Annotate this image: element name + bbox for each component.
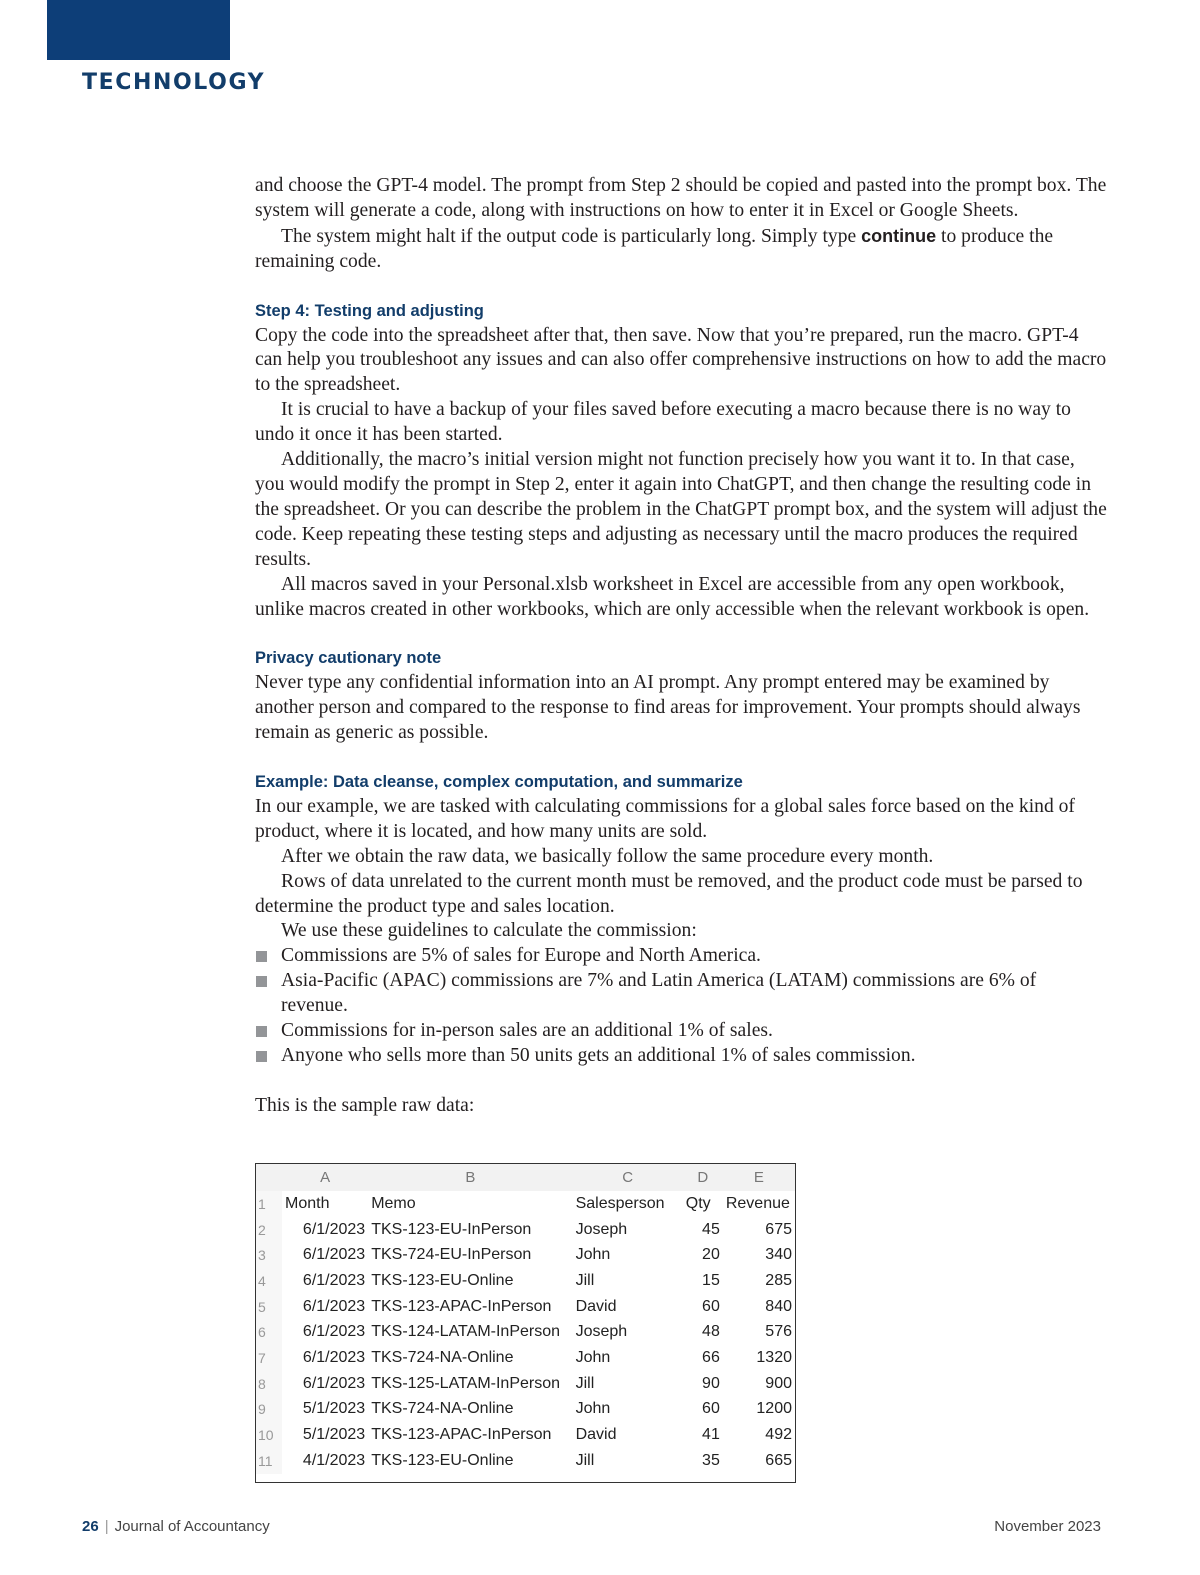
list-item: Asia-Pacific (APAC) commissions are 7% and Latin America (LATAM) commissions are 6% of revenue. [255, 969, 1107, 1019]
table-cell: 20 [702, 1246, 720, 1264]
table-cell: TKS-724-NA-Online [371, 1400, 514, 1418]
table-row [256, 1268, 795, 1294]
table-cell: TKS-123-EU-Online [371, 1271, 514, 1289]
table-row [256, 1294, 795, 1320]
section-label: TECHNOLOGY [82, 70, 266, 95]
row-number: 8 [256, 1371, 282, 1397]
table-cell: TKS-123-APAC-InPerson [371, 1426, 552, 1444]
table-cell: 15 [702, 1271, 720, 1289]
issue-date: November 2023 [994, 1518, 1101, 1535]
heading-step-4: Step 4: Testing and adjusting [255, 301, 484, 320]
column-header: Month [285, 1194, 330, 1212]
table-cell: 5/1/2023 [302, 1400, 366, 1418]
table-cell: 66 [702, 1348, 720, 1366]
paragraph: All macros saved in your Personal.xlsb worksheet in Excel are accessible from any open workbook, unlike macros created in other workbooks, which are only accessible when the relevant workbook is open. [255, 573, 1090, 620]
bullet-square-icon [256, 951, 267, 962]
table-cell: John [575, 1400, 611, 1418]
table-cell: TKS-123-APAC-InPerson [371, 1297, 552, 1315]
table-cell: TKS-724-EU-InPerson [371, 1246, 532, 1264]
table-cell: TKS-123-EU-Online [371, 1451, 514, 1469]
column-header: Salesperson [575, 1194, 665, 1212]
paragraph: This is the sample raw data: [255, 1094, 475, 1116]
row-number: 11 [256, 1448, 282, 1474]
table-row [256, 1397, 795, 1423]
paragraph: and choose the GPT-4 model. The prompt from Step 2 should be copied and pasted into the prompt box. The system will generate a code, along with instructions on how to enter it in Excel or Google Sheets. [255, 175, 1107, 221]
list-item: Commissions are 5% of sales for Europe and North America. [255, 944, 1107, 969]
table-cell: 48 [702, 1323, 720, 1341]
table-cell: 6/1/2023 [302, 1374, 366, 1392]
row-number: 1 [256, 1191, 282, 1217]
table-cell: 840 [765, 1297, 792, 1315]
table-cell: David [575, 1426, 617, 1444]
table-cell: TKS-125-LATAM-InPerson [371, 1374, 561, 1392]
table-cell: Jill [575, 1451, 595, 1469]
table-cell: 90 [702, 1374, 720, 1392]
row-number: 2 [256, 1217, 282, 1243]
commission-rules-list [255, 944, 1107, 1069]
paragraph: Never type any confidential information into an AI prompt. Any prompt entered may be examined by another person and compared to the response to find areas for improvement. Your prompts should always remain as generic as possible. [255, 672, 1081, 744]
table-row [256, 1422, 795, 1448]
row-number: 9 [256, 1397, 282, 1423]
table-cell: John [575, 1246, 611, 1264]
table-cell: TKS-124-LATAM-InPerson [371, 1323, 561, 1341]
table-cell: 576 [765, 1323, 792, 1341]
heading-example: Example: Data cleanse, complex computation, and summarize [255, 773, 743, 792]
column-letter: C [573, 1164, 683, 1191]
table-cell: 6/1/2023 [302, 1271, 366, 1289]
table-cell: 675 [765, 1220, 792, 1238]
footer-left [82, 1518, 270, 1535]
bullet-square-icon [256, 976, 267, 987]
footer-separator: | [104, 1518, 109, 1535]
table-cell: 6/1/2023 [302, 1297, 366, 1315]
paragraph-text: to produce the remaining code. [255, 225, 1054, 272]
column-letter-row [256, 1164, 795, 1191]
table-cell: 1200 [756, 1400, 792, 1418]
table-cell: 340 [765, 1246, 792, 1264]
row-number: 7 [256, 1345, 282, 1371]
bullet-square-icon [256, 1051, 267, 1062]
list-item: Commissions for in-person sales are an additional 1% of sales. [255, 1019, 1107, 1044]
table-cell: 5/1/2023 [302, 1426, 366, 1444]
paragraph: Rows of data unrelated to the current month must be removed, and the product code must be parsed to determine the product type and sales location. [255, 870, 1083, 917]
table-row [256, 1217, 795, 1243]
table-cell: 1320 [756, 1348, 792, 1366]
journal-name: Journal of Accountancy [114, 1518, 270, 1535]
table-row [256, 1371, 795, 1397]
table-row [256, 1448, 795, 1474]
column-letter: D [683, 1164, 723, 1191]
paragraph: In our example, we are tasked with calculating commissions for a global sales force based on the kind of product, where it is located, and how many units are sold. [255, 795, 1075, 842]
table-cell: John [575, 1348, 611, 1366]
table-cell: Jill [575, 1271, 595, 1289]
article-body [255, 174, 1107, 1119]
table-cell: 6/1/2023 [302, 1220, 366, 1238]
column-header: Qty [685, 1194, 711, 1212]
row-number: 10 [256, 1422, 282, 1448]
table-cell: 285 [765, 1271, 792, 1289]
table-cell: TKS-123-EU-InPerson [371, 1220, 532, 1238]
table-cell: 35 [702, 1451, 720, 1469]
table-cell: 900 [765, 1374, 792, 1392]
paragraph: After we obtain the raw data, we basically follow the same procedure every month. [281, 845, 934, 867]
table-row [256, 1345, 795, 1371]
paragraph: We use these guidelines to calculate the commission: [281, 920, 697, 942]
paragraph: Additionally, the macro’s initial version might not function precisely how you want it to. In that case, you would modify the prompt in Step 2, enter it again into ChatGPT, and then change the resulting code in the spreadsheet. Or you can describe the problem in the ChatGPT prompt box, and the system will adjust the code. Keep repeating these testing steps and adjusting as necessary until the macro produces the required results. [255, 449, 1107, 570]
table-cell: 6/1/2023 [302, 1348, 366, 1366]
column-letter: A [282, 1164, 368, 1191]
column-header: Revenue [725, 1194, 790, 1212]
table-cell: TKS-724-NA-Online [371, 1348, 514, 1366]
table-cell: Joseph [575, 1323, 628, 1341]
table-cell: Joseph [575, 1220, 628, 1238]
row-number: 5 [256, 1294, 282, 1320]
page-number: 26 [82, 1518, 99, 1535]
corner-cell [256, 1164, 282, 1191]
table-cell: David [575, 1297, 617, 1315]
table-cell: 6/1/2023 [302, 1323, 366, 1341]
paragraph: Copy the code into the spreadsheet after that, then save. Now that you’re prepared, run the macro. GPT-4 can help you troubleshoot any issues and can also offer comprehensive instructions on how to add the macro to the spreadsheet. [255, 324, 1107, 396]
header-color-bar [47, 0, 230, 60]
table-cell: 45 [702, 1220, 720, 1238]
paragraph [255, 224, 1107, 275]
list-item: Anyone who sells more than 50 units gets an additional 1% of sales commission. [255, 1044, 1107, 1069]
table-cell: 60 [702, 1297, 720, 1315]
row-number: 3 [256, 1242, 282, 1268]
keyword-continue: continue [861, 225, 937, 246]
table-header-row [256, 1191, 795, 1217]
paragraph: It is crucial to have a backup of your files saved before executing a macro because there is no way to undo it once it has been started. [255, 399, 1071, 446]
bullet-square-icon [256, 1026, 267, 1037]
column-letter: B [368, 1164, 572, 1191]
heading-privacy: Privacy cautionary note [255, 649, 442, 668]
paragraph-text: The system might halt if the output code is particularly long. Simply type [281, 225, 862, 247]
spreadsheet-sample-data [255, 1163, 796, 1483]
row-number: 6 [256, 1319, 282, 1345]
table-cell: 4/1/2023 [302, 1451, 366, 1469]
table-cell: 41 [702, 1426, 720, 1444]
table-row [256, 1242, 795, 1268]
table-cell: Jill [575, 1374, 595, 1392]
table-cell: 60 [702, 1400, 720, 1418]
table-cell: 665 [765, 1451, 792, 1469]
row-number: 4 [256, 1268, 282, 1294]
column-letter: E [723, 1164, 795, 1191]
table-cell: 492 [765, 1426, 792, 1444]
column-header: Memo [371, 1194, 416, 1212]
table-cell: 6/1/2023 [302, 1246, 366, 1264]
table-row [256, 1319, 795, 1345]
raw-data-table [256, 1164, 795, 1474]
